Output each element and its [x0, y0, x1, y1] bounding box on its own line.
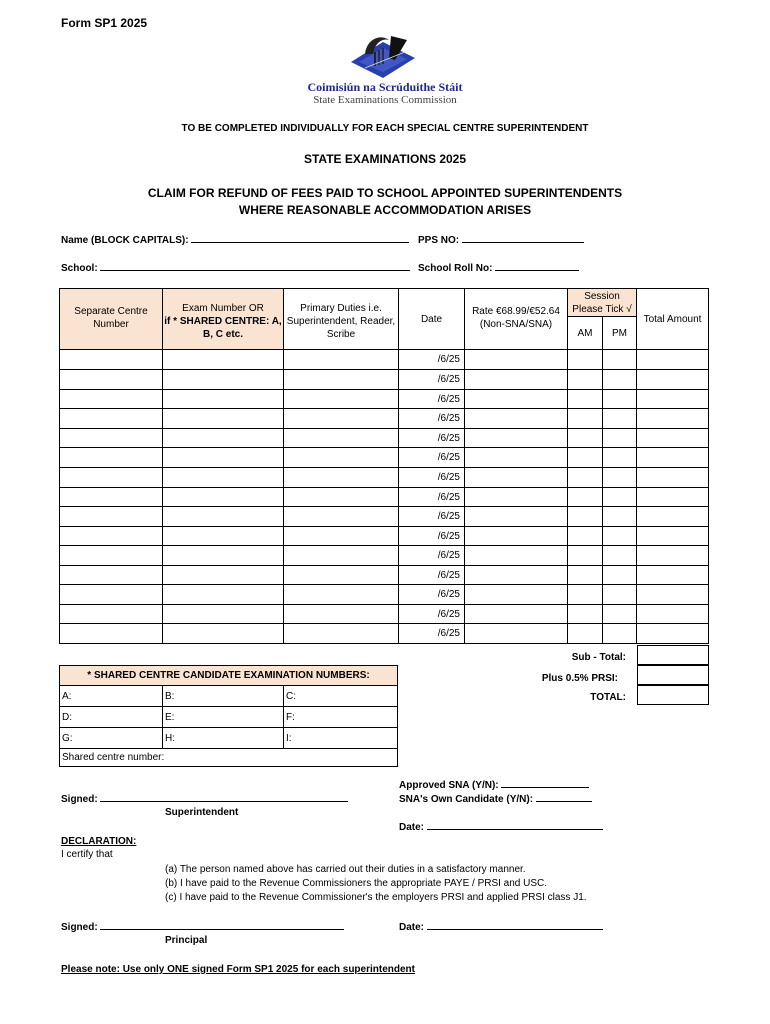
- primary-duties-cell[interactable]: [284, 409, 399, 429]
- exam-number-cell[interactable]: [163, 527, 284, 546]
- rate-cell[interactable]: [465, 370, 568, 390]
- table-row: [60, 585, 709, 605]
- name-input-line[interactable]: [191, 234, 409, 243]
- organisation-name-irish: Coimisiún na Scrúduithe Stáit: [307, 80, 463, 94]
- primary-duties-cell[interactable]: [284, 507, 399, 527]
- total-box[interactable]: [637, 685, 709, 705]
- table-row: [60, 429, 709, 448]
- principal-signed-field[interactable]: [61, 921, 344, 933]
- table-row: [60, 448, 709, 468]
- primary-duties-cell[interactable]: [284, 605, 399, 624]
- date2-label: Date:: [399, 922, 425, 933]
- principal-date-field[interactable]: [399, 921, 603, 933]
- shared-cell-g[interactable]: G:: [60, 728, 163, 749]
- am-tick-cell[interactable]: [568, 566, 603, 585]
- rate-cell[interactable]: [465, 624, 568, 644]
- shared-cell-f[interactable]: F:: [284, 707, 398, 728]
- exam-number-cell[interactable]: [163, 370, 284, 390]
- table-row: [60, 527, 709, 546]
- principal-caption: Principal: [165, 935, 208, 946]
- roll-field[interactable]: [418, 262, 579, 274]
- am-tick-cell[interactable]: [568, 527, 603, 546]
- total-amount-cell[interactable]: [637, 370, 709, 390]
- centre-number-cell[interactable]: [60, 448, 163, 468]
- name-field[interactable]: [61, 234, 409, 246]
- exam-number-cell[interactable]: [163, 448, 284, 468]
- instruction-text: TO BE COMPLETED INDIVIDUALLY FOR EACH SPECIAL CENTRE SUPERINTENDENT: [181, 123, 589, 134]
- primary-duties-cell[interactable]: [284, 390, 399, 409]
- form-id: Form SP1 2025: [61, 16, 148, 30]
- superintendent-date-line[interactable]: [427, 821, 603, 830]
- date-cell[interactable]: /6/25: [399, 527, 465, 546]
- date-cell[interactable]: /6/25: [399, 605, 465, 624]
- own-candidate-line[interactable]: [536, 793, 592, 802]
- primary-duties-cell[interactable]: [284, 350, 399, 370]
- primary-duties-cell[interactable]: [284, 468, 399, 488]
- exam-number-cell[interactable]: [163, 605, 284, 624]
- table-row: [60, 488, 709, 507]
- exam-number-cell[interactable]: [163, 488, 284, 507]
- header-am: AM: [568, 317, 603, 350]
- date-cell[interactable]: /6/25: [399, 390, 465, 409]
- table-row: [60, 370, 709, 390]
- clause-a: (a) The person named above has carried out their duties in a satisfactory manner.: [165, 864, 526, 875]
- rate-cell[interactable]: [465, 507, 568, 527]
- claims-table: [59, 288, 709, 644]
- am-tick-cell[interactable]: [568, 370, 603, 390]
- am-tick-cell[interactable]: [568, 585, 603, 605]
- pm-tick-cell[interactable]: [603, 488, 637, 507]
- organisation-name-english: State Examinations Commission: [313, 94, 457, 106]
- date-cell[interactable]: /6/25: [399, 448, 465, 468]
- centre-number-cell[interactable]: [60, 390, 163, 409]
- superintendent-caption: Superintendent: [165, 807, 239, 818]
- subtotal-box[interactable]: [637, 645, 709, 665]
- table-row: [60, 350, 709, 370]
- exam-number-cell[interactable]: [163, 507, 284, 527]
- exam-number-cell[interactable]: [163, 350, 284, 370]
- header-exam-shared-text: if * SHARED CENTRE: A, B, C etc.: [164, 315, 282, 340]
- rate-cell[interactable]: [465, 350, 568, 370]
- total-amount-cell[interactable]: [637, 409, 709, 429]
- exam-number-cell[interactable]: [163, 429, 284, 448]
- total-amount-cell[interactable]: [637, 488, 709, 507]
- centre-number-cell[interactable]: [60, 566, 163, 585]
- exam-number-cell[interactable]: [163, 409, 284, 429]
- am-tick-cell[interactable]: [568, 624, 603, 644]
- primary-duties-cell[interactable]: [284, 566, 399, 585]
- total-amount-cell[interactable]: [637, 546, 709, 566]
- total-amount-cell[interactable]: [637, 448, 709, 468]
- table-row: [60, 468, 709, 488]
- rate-cell[interactable]: [465, 546, 568, 566]
- date-cell[interactable]: /6/25: [399, 488, 465, 507]
- primary-duties-cell[interactable]: [284, 546, 399, 566]
- rate-cell[interactable]: [465, 409, 568, 429]
- subtotal-label: Sub - Total:: [571, 652, 626, 663]
- exam-title: STATE EXAMINATIONS 2025: [303, 152, 467, 166]
- superintendent-date-field[interactable]: [399, 821, 603, 833]
- pm-tick-cell[interactable]: [603, 370, 637, 390]
- exam-number-cell[interactable]: [163, 624, 284, 644]
- header-primary-duties: Primary Duties i.e. Superintendent, Reader, Scribe: [284, 289, 399, 350]
- clause-b: (b) I have paid to the Revenue Commissioners the appropriate PAYE / PRSI and USC.: [165, 878, 548, 889]
- total-amount-cell[interactable]: [637, 624, 709, 644]
- claim-title-line2: WHERE REASONABLE ACCOMMODATION ARISES: [238, 203, 532, 217]
- shared-cell-i[interactable]: I:: [284, 728, 398, 749]
- pm-tick-cell[interactable]: [603, 546, 637, 566]
- centre-number-cell[interactable]: [60, 527, 163, 546]
- header-session: Session Please Tick √: [568, 289, 637, 317]
- total-amount-cell[interactable]: [637, 429, 709, 448]
- shared-centre-number[interactable]: Shared centre number:: [60, 749, 398, 767]
- pps-input-line[interactable]: [462, 234, 584, 243]
- primary-duties-cell[interactable]: [284, 585, 399, 605]
- date-cell[interactable]: /6/25: [399, 566, 465, 585]
- shared-cell-h[interactable]: H:: [163, 728, 284, 749]
- primary-duties-cell[interactable]: [284, 370, 399, 390]
- date-label: Date:: [399, 822, 425, 833]
- approved-sna-line[interactable]: [501, 779, 589, 788]
- am-tick-cell[interactable]: [568, 429, 603, 448]
- own-candidate-label: SNA's Own Candidate (Y/N):: [399, 794, 534, 805]
- am-tick-cell[interactable]: [568, 605, 603, 624]
- date-cell[interactable]: /6/25: [399, 624, 465, 644]
- shared-centre-header: * SHARED CENTRE CANDIDATE EXAMINATION NUMBERS:: [60, 666, 398, 686]
- exam-number-cell[interactable]: [163, 546, 284, 566]
- approved-sna-field[interactable]: [399, 779, 589, 791]
- superintendent-signature-line[interactable]: [100, 793, 348, 802]
- clause-c: (c) I have paid to the Revenue Commissioner's the employers PRSI and applied PRSI class J1.: [165, 892, 587, 903]
- header-pm: PM: [603, 317, 637, 350]
- pm-tick-cell[interactable]: [603, 624, 637, 644]
- school-label: School:: [61, 263, 98, 274]
- roll-input-line[interactable]: [495, 262, 579, 271]
- exam-number-cell[interactable]: [163, 468, 284, 488]
- header-rate: Rate €68.99/€52.64 (Non-SNA/SNA): [465, 289, 568, 350]
- date-cell[interactable]: /6/25: [399, 507, 465, 527]
- am-tick-cell[interactable]: [568, 468, 603, 488]
- rate-cell[interactable]: [465, 468, 568, 488]
- primary-duties-cell[interactable]: [284, 429, 399, 448]
- header-total-amount: Total Amount: [637, 289, 709, 350]
- claim-title: [0, 185, 770, 219]
- pm-tick-cell[interactable]: [603, 429, 637, 448]
- rate-cell[interactable]: [465, 448, 568, 468]
- rate-cell[interactable]: [465, 605, 568, 624]
- prsi-box[interactable]: [637, 665, 709, 685]
- centre-number-cell[interactable]: [60, 624, 163, 644]
- table-row: [60, 605, 709, 624]
- primary-duties-cell[interactable]: [284, 488, 399, 507]
- signed-label: Signed:: [61, 794, 98, 805]
- header-centre-number: Separate Centre Number: [60, 289, 163, 350]
- school-field[interactable]: [61, 262, 410, 274]
- own-candidate-field[interactable]: [399, 793, 592, 805]
- total-amount-cell[interactable]: [637, 585, 709, 605]
- date-cell[interactable]: /6/25: [399, 350, 465, 370]
- pm-tick-cell[interactable]: [603, 350, 637, 370]
- header-exam-number: [163, 289, 284, 350]
- roll-label: School Roll No:: [418, 263, 493, 274]
- note-text: Please note: Use only ONE signed Form SP1 2025 for each superintendent: [61, 964, 415, 975]
- shared-cell-a[interactable]: A:: [60, 686, 163, 707]
- am-tick-cell[interactable]: [568, 390, 603, 409]
- primary-duties-cell[interactable]: [284, 527, 399, 546]
- table-row: [60, 624, 709, 644]
- total-amount-cell[interactable]: [637, 605, 709, 624]
- shared-cell-b[interactable]: B:: [163, 686, 284, 707]
- pm-tick-cell[interactable]: [603, 605, 637, 624]
- exam-number-cell[interactable]: [163, 390, 284, 409]
- date-cell[interactable]: /6/25: [399, 468, 465, 488]
- date-cell[interactable]: /6/25: [399, 429, 465, 448]
- table-row: [60, 390, 709, 409]
- date-cell[interactable]: /6/25: [399, 585, 465, 605]
- total-amount-cell[interactable]: [637, 350, 709, 370]
- rate-cell[interactable]: [465, 585, 568, 605]
- pm-tick-cell[interactable]: [603, 527, 637, 546]
- primary-duties-cell[interactable]: [284, 448, 399, 468]
- rate-cell[interactable]: [465, 488, 568, 507]
- superintendent-signed-field[interactable]: [61, 793, 348, 805]
- pm-tick-cell[interactable]: [603, 585, 637, 605]
- sec-logo-icon: [345, 32, 417, 80]
- pm-tick-cell[interactable]: [603, 390, 637, 409]
- exam-number-cell[interactable]: [163, 566, 284, 585]
- pps-label: PPS NO:: [418, 235, 460, 246]
- pps-field[interactable]: [418, 234, 584, 246]
- total-amount-cell[interactable]: [637, 390, 709, 409]
- shared-cell-e[interactable]: E:: [163, 707, 284, 728]
- declaration-heading: DECLARATION:: [61, 836, 137, 847]
- total-amount-cell[interactable]: [637, 527, 709, 546]
- signed2-label: Signed:: [61, 922, 98, 933]
- centre-number-cell[interactable]: [60, 350, 163, 370]
- date-cell[interactable]: /6/25: [399, 409, 465, 429]
- primary-duties-cell[interactable]: [284, 624, 399, 644]
- rate-cell[interactable]: [465, 527, 568, 546]
- principal-signature-line[interactable]: [100, 921, 344, 930]
- table-row: [60, 409, 709, 429]
- pm-tick-cell[interactable]: [603, 448, 637, 468]
- date-cell[interactable]: /6/25: [399, 546, 465, 566]
- shared-centre-table: [59, 665, 398, 767]
- date-cell[interactable]: /6/25: [399, 370, 465, 390]
- am-tick-cell[interactable]: [568, 448, 603, 468]
- am-tick-cell[interactable]: [568, 350, 603, 370]
- name-label: Name (BLOCK CAPITALS):: [61, 235, 189, 246]
- header-date: Date: [399, 289, 465, 350]
- am-tick-cell[interactable]: [568, 488, 603, 507]
- centre-number-cell[interactable]: [60, 546, 163, 566]
- table-row: [60, 546, 709, 566]
- am-tick-cell[interactable]: [568, 409, 603, 429]
- pm-tick-cell[interactable]: [603, 507, 637, 527]
- centre-number-cell[interactable]: [60, 429, 163, 448]
- certify-text: I certify that: [61, 849, 113, 860]
- centre-number-cell[interactable]: [60, 468, 163, 488]
- shared-cell-d[interactable]: D:: [60, 707, 163, 728]
- prsi-label: Plus 0.5% PRSI:: [541, 673, 618, 684]
- centre-number-cell[interactable]: [60, 507, 163, 527]
- rate-cell[interactable]: [465, 429, 568, 448]
- table-row: [60, 566, 709, 585]
- claim-title-line1: CLAIM FOR REFUND OF FEES PAID TO SCHOOL APPOINTED SUPERINTENDENTS: [147, 186, 623, 200]
- total-label: TOTAL:: [590, 692, 626, 703]
- total-amount-cell[interactable]: [637, 566, 709, 585]
- exam-number-cell[interactable]: [163, 585, 284, 605]
- pm-tick-cell[interactable]: [603, 409, 637, 429]
- rate-cell[interactable]: [465, 390, 568, 409]
- am-tick-cell[interactable]: [568, 546, 603, 566]
- total-amount-cell[interactable]: [637, 507, 709, 527]
- pm-tick-cell[interactable]: [603, 566, 637, 585]
- am-tick-cell[interactable]: [568, 507, 603, 527]
- centre-number-cell[interactable]: [60, 370, 163, 390]
- centre-number-cell[interactable]: [60, 409, 163, 429]
- table-row: [60, 507, 709, 527]
- approved-sna-label: Approved SNA (Y/N):: [399, 780, 499, 791]
- shared-cell-c[interactable]: C:: [284, 686, 398, 707]
- total-amount-cell[interactable]: [637, 468, 709, 488]
- centre-number-cell[interactable]: [60, 488, 163, 507]
- centre-number-cell[interactable]: [60, 605, 163, 624]
- principal-date-line[interactable]: [427, 921, 603, 930]
- pm-tick-cell[interactable]: [603, 468, 637, 488]
- school-input-line[interactable]: [100, 262, 410, 271]
- header-exam-number-text: Exam Number OR: [182, 302, 264, 314]
- centre-number-cell[interactable]: [60, 585, 163, 605]
- rate-cell[interactable]: [465, 566, 568, 585]
